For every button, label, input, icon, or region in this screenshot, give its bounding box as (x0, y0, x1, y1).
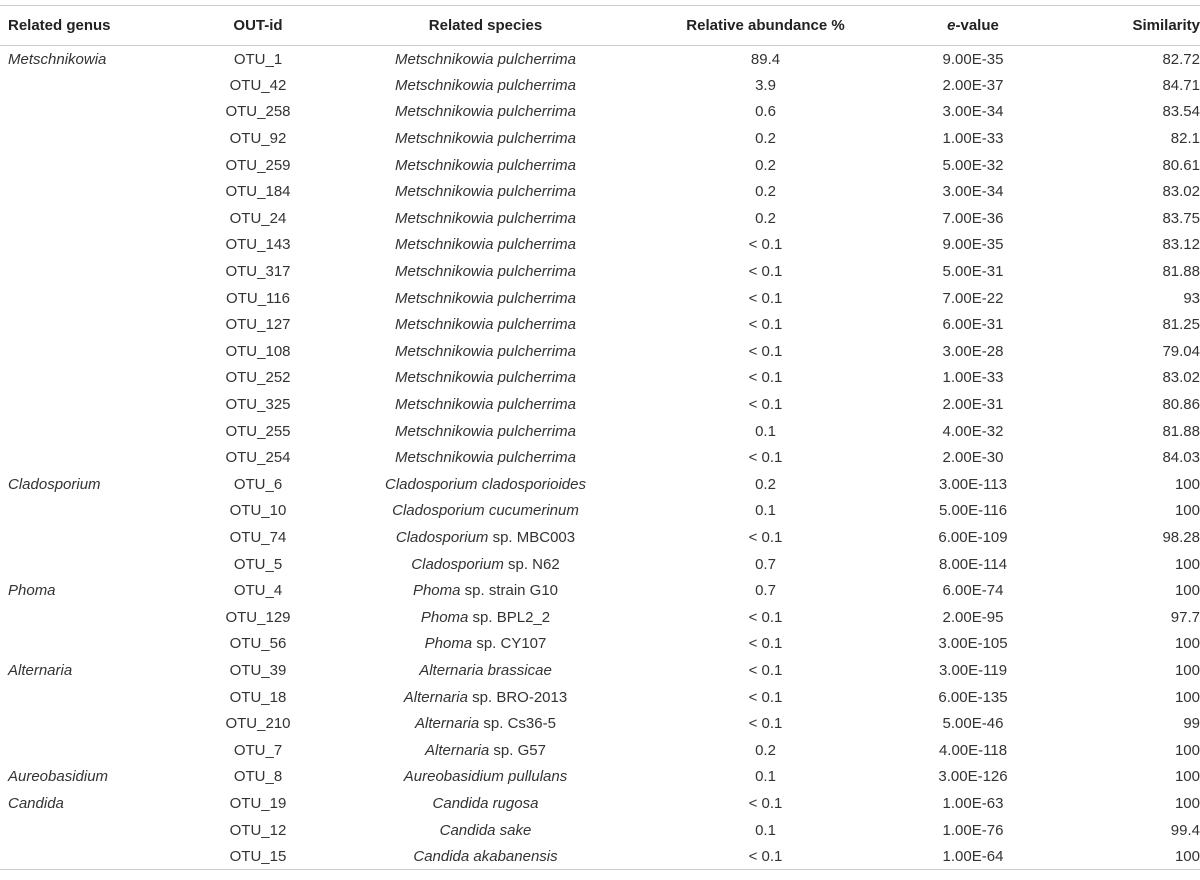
cell-related-species (308, 657, 663, 684)
cell-related-genus (0, 710, 208, 737)
cell-related-species (308, 631, 663, 658)
cell-related-species (308, 444, 663, 471)
cell-e-value: 1.00E-64 (868, 843, 1078, 870)
cell-relative-abundance: < 0.1 (748, 688, 783, 706)
cell-similarity: 79.04 (1162, 342, 1200, 360)
cell-e-value: 3.00E-34 (942, 183, 1004, 201)
species-name-italic: Metschnikowia pulcherrima (395, 236, 576, 254)
table-row (0, 444, 1200, 471)
table-header (0, 6, 1200, 46)
species-name-italic: Metschnikowia pulcherrima (395, 369, 576, 387)
cell-otu-id: OTU_184 (225, 183, 291, 201)
cell-related-genus (0, 311, 208, 338)
cell-related-species (308, 710, 663, 737)
cell-related-species (308, 365, 663, 392)
cell-related-genus (0, 631, 208, 658)
table-row (0, 790, 1200, 817)
species-name-italic: Cladosporium (411, 555, 504, 573)
cell-related-species (308, 152, 663, 179)
cell-similarity: 99 (1183, 715, 1200, 733)
cell-e-value: 5.00E-32 (942, 156, 1004, 174)
cell-otu-id: OTU_19 (229, 794, 287, 812)
cell-relative-abundance: 3.9 (755, 76, 776, 94)
cell-e-value: 5.00E-116 (938, 502, 1008, 520)
table-row (0, 551, 1200, 578)
cell-related-species (308, 843, 663, 870)
cell-e-value: 6.00E-109 (938, 528, 1008, 546)
cell-similarity: 83.12 (1162, 236, 1200, 254)
cell-otu-id: OTU_92 (229, 130, 287, 148)
cell-relative-abundance: 0.7 (755, 555, 776, 573)
cell-related-species (308, 391, 663, 418)
cell-otu-id: OTU_39 (229, 661, 287, 679)
cell-related-genus (0, 152, 208, 179)
cell-similarity: 93 (1183, 289, 1200, 307)
cell-related-genus (0, 99, 208, 126)
cell-related-species (308, 551, 663, 578)
cell-related-genus: Phoma (8, 582, 56, 600)
cell-similarity: 100 (1174, 661, 1200, 679)
cell-e-value: 7.00E-36 (942, 209, 1004, 227)
table-row (0, 258, 1200, 285)
cell-related-species (308, 285, 663, 312)
table-row (0, 72, 1200, 99)
cell-relative-abundance: < 0.1 (748, 342, 783, 360)
table-row (0, 418, 1200, 445)
cell-otu-id: OTU_116 (226, 289, 290, 307)
cell-otu-id: OTU_254 (225, 449, 291, 467)
cell-relative-abundance: 0.2 (755, 475, 776, 493)
species-name-italic: Candida akabanensis (413, 847, 558, 865)
cell-related-genus (0, 418, 208, 445)
cell-related-species (308, 764, 663, 791)
cell-otu-id: OTU_42 (229, 76, 287, 94)
table-row (0, 365, 1200, 392)
cell-relative-abundance: 0.2 (755, 209, 776, 227)
cell-relative-abundance: < 0.1 (748, 289, 783, 307)
species-name-italic: Aureobasidium pullulans (403, 768, 568, 786)
cell-related-species (308, 258, 663, 285)
cell-e-value: 1.00E-63 (942, 794, 1004, 812)
cell-relative-abundance: < 0.1 (748, 635, 783, 653)
cell-e-value: 6.00E-135 (938, 688, 1008, 706)
otu-table-container (0, 5, 1200, 870)
cell-similarity: 100 (1174, 794, 1200, 812)
cell-related-species (308, 471, 663, 498)
cell-similarity: 99.4 (1170, 821, 1200, 839)
cell-otu-id: OTU_325 (225, 396, 291, 414)
table-row (0, 311, 1200, 338)
species-name-italic: Metschnikowia pulcherrima (395, 130, 576, 148)
table-row (0, 577, 1200, 604)
species-name-italic: Phoma (420, 608, 469, 626)
cell-e-value: 1.00E-33 (942, 369, 1004, 387)
cell-related-genus (0, 232, 208, 259)
cell-similarity: 83.75 (1162, 209, 1200, 227)
cell-e-value: 1.00E-76 (942, 821, 1004, 839)
cell-related-genus: Candida (8, 794, 64, 812)
cell-otu-id: OTU_56 (229, 635, 287, 653)
cell-relative-abundance: 0.2 (755, 130, 776, 148)
cell-otu-id: OTU_15 (208, 843, 308, 870)
table-row (0, 737, 1200, 764)
cell-otu-id: OTU_6 (233, 475, 283, 493)
cell-related-species (308, 790, 663, 817)
table-row (0, 152, 1200, 179)
cell-related-genus (0, 285, 208, 312)
cell-similarity: 100 (1174, 475, 1200, 493)
cell-e-value: 3.00E-105 (938, 635, 1008, 653)
cell-otu-id: OTU_10 (229, 502, 287, 520)
cell-e-value: 4.00E-118 (938, 741, 1008, 759)
cell-related-species (308, 684, 663, 711)
cell-otu-id: OTU_127 (225, 316, 291, 334)
cell-otu-id: OTU_4 (233, 582, 283, 600)
cell-related-genus (0, 338, 208, 365)
species-name-suffix: sp. BPL2_2 (468, 608, 551, 626)
cell-related-species (308, 311, 663, 338)
cell-otu-id: OTU_1 (233, 50, 283, 68)
species-name-italic: Cladosporium (395, 528, 489, 546)
cell-otu-id: OTU_317 (225, 263, 291, 281)
cell-relative-abundance: 0.2 (755, 741, 776, 759)
cell-related-species (308, 498, 663, 525)
cell-relative-abundance: < 0.1 (748, 794, 783, 812)
cell-related-genus (0, 72, 208, 99)
cell-relative-abundance: 0.1 (755, 821, 776, 839)
table-row (0, 46, 1200, 73)
cell-related-genus (0, 843, 208, 870)
cell-relative-abundance: 0.7 (755, 582, 776, 600)
cell-similarity: 100 (1174, 741, 1200, 759)
cell-relative-abundance: 0.6 (755, 103, 776, 121)
cell-similarity: 100 (1174, 635, 1200, 653)
cell-related-genus: Aureobasidium (8, 768, 109, 786)
cell-e-value: 5.00E-46 (942, 715, 1004, 733)
cell-related-genus (0, 125, 208, 152)
species-name-italic: Alternaria (403, 688, 468, 706)
cell-relative-abundance: < 0.1 (748, 369, 783, 387)
cell-e-value: 3.00E-113 (938, 475, 1008, 493)
cell-relative-abundance: 0.1 (755, 502, 776, 520)
cell-similarity: 84.03 (1162, 449, 1200, 467)
cell-similarity: 81.88 (1162, 422, 1200, 440)
species-name-italic: Metschnikowia pulcherrima (395, 103, 576, 121)
cell-related-species (308, 604, 663, 631)
cell-similarity: 83.02 (1162, 369, 1200, 387)
cell-e-value: 2.00E-37 (942, 76, 1004, 94)
cell-relative-abundance: < 0.1 (748, 396, 783, 414)
species-name-italic: Alternaria (415, 715, 480, 733)
cell-otu-id: OTU_259 (225, 156, 291, 174)
header-e-value-suffix: -value (955, 17, 999, 34)
table-row (0, 684, 1200, 711)
table-row (0, 338, 1200, 365)
cell-otu-id: OTU_8 (233, 768, 283, 786)
table-row (0, 125, 1200, 152)
cell-similarity: 82.72 (1162, 50, 1200, 68)
cell-similarity: 83.02 (1162, 183, 1200, 201)
cell-similarity: 83.54 (1162, 103, 1200, 121)
cell-related-genus: Alternaria (8, 661, 73, 679)
table-body (0, 46, 1200, 870)
table-row (0, 471, 1200, 498)
cell-similarity: 100 (1174, 768, 1200, 786)
species-name-italic: Candida rugosa (432, 794, 539, 812)
species-name-italic: Metschnikowia pulcherrima (395, 449, 576, 467)
species-name-italic: Phoma (424, 635, 473, 653)
cell-relative-abundance: < 0.1 (748, 528, 783, 546)
header-related-genus: Related genus (0, 6, 208, 46)
table-row (0, 232, 1200, 259)
cell-e-value: 4.00E-32 (942, 422, 1004, 440)
cell-e-value: 3.00E-119 (938, 661, 1008, 679)
cell-related-genus (0, 205, 208, 232)
cell-e-value: 2.00E-30 (942, 449, 1004, 467)
cell-e-value: 2.00E-31 (942, 396, 1004, 414)
species-name-suffix: sp. BRO-2013 (467, 688, 568, 706)
cell-e-value: 7.00E-22 (942, 289, 1004, 307)
cell-related-species (308, 817, 663, 844)
cell-related-species (308, 232, 663, 259)
header-row (0, 6, 1200, 46)
species-name-italic: Metschnikowia pulcherrima (395, 209, 576, 227)
cell-related-species (308, 178, 663, 205)
cell-related-genus (0, 391, 208, 418)
cell-relative-abundance: < 0.1 (748, 236, 783, 254)
cell-e-value: 1.00E-33 (942, 130, 1004, 148)
table-row (0, 817, 1200, 844)
table-row (0, 205, 1200, 232)
cell-related-genus (0, 817, 208, 844)
table-row (0, 391, 1200, 418)
species-name-italic: Phoma (412, 582, 461, 600)
cell-similarity: 100 (1174, 582, 1200, 600)
species-name-italic: Alternaria brassicae (419, 661, 552, 679)
species-name-italic: Metschnikowia pulcherrima (395, 50, 576, 68)
species-name-suffix: sp. N62 (503, 555, 560, 573)
table-row (0, 99, 1200, 126)
cell-similarity: 100 (1174, 555, 1200, 573)
table-row (0, 285, 1200, 312)
cell-otu-id: OTU_12 (229, 821, 287, 839)
cell-otu-id: OTU_24 (229, 209, 287, 227)
cell-related-genus: Cladosporium (8, 475, 101, 493)
cell-otu-id: OTU_5 (233, 555, 283, 573)
cell-e-value: 5.00E-31 (942, 263, 1004, 281)
species-name-italic: Alternaria (425, 741, 490, 759)
cell-similarity: 81.88 (1162, 263, 1200, 281)
cell-otu-id: OTU_258 (225, 103, 291, 121)
cell-related-species (308, 524, 663, 551)
cell-relative-abundance: 0.2 (755, 156, 776, 174)
cell-otu-id: OTU_74 (229, 528, 287, 546)
header-related-species: Related species (308, 6, 663, 46)
cell-related-species (308, 205, 663, 232)
species-name-suffix: sp. CY107 (472, 635, 547, 653)
cell-related-species (308, 737, 663, 764)
species-name-italic: Metschnikowia pulcherrima (395, 316, 576, 334)
species-name-italic: Metschnikowia pulcherrima (395, 156, 576, 174)
cell-otu-id: OTU_7 (233, 741, 283, 759)
header-e-value-prefix: e (947, 17, 956, 34)
cell-e-value: 3.00E-28 (942, 342, 1004, 360)
cell-relative-abundance: < 0.1 (748, 661, 783, 679)
header-similarity: Similarity (1078, 6, 1200, 46)
header-relative-abundance: Relative abundance % (663, 6, 868, 46)
cell-e-value: 9.00E-35 (942, 50, 1004, 68)
cell-related-genus (0, 498, 208, 525)
cell-relative-abundance: < 0.1 (748, 715, 783, 733)
cell-e-value: 3.00E-34 (942, 103, 1004, 121)
table-row (0, 178, 1200, 205)
table-row (0, 604, 1200, 631)
cell-related-genus (0, 737, 208, 764)
cell-e-value: 6.00E-31 (942, 316, 1004, 334)
cell-otu-id: OTU_252 (225, 369, 291, 387)
cell-related-genus (0, 178, 208, 205)
cell-related-species (308, 418, 663, 445)
cell-similarity: 100 (1174, 502, 1200, 520)
cell-similarity: 80.61 (1162, 156, 1200, 174)
cell-relative-abundance: < 0.1 (663, 843, 868, 870)
table-row (0, 764, 1200, 791)
cell-related-genus (0, 258, 208, 285)
table-row (0, 631, 1200, 658)
otu-table (0, 5, 1200, 870)
species-name-suffix: sp. Cs36-5 (479, 715, 556, 733)
cell-e-value: 2.00E-95 (942, 608, 1004, 626)
table-row (0, 843, 1200, 870)
cell-relative-abundance: 0.1 (755, 768, 776, 786)
cell-e-value: 3.00E-126 (938, 768, 1008, 786)
species-name-italic: Cladosporium cladosporioides (385, 475, 586, 493)
cell-related-species (308, 338, 663, 365)
cell-relative-abundance: 89.4 (750, 50, 781, 68)
cell-relative-abundance: < 0.1 (748, 316, 783, 334)
table-row (0, 498, 1200, 525)
species-name-italic: Metschnikowia pulcherrima (395, 263, 576, 281)
cell-similarity: 98.28 (1162, 528, 1200, 546)
cell-similarity: 100 (1174, 688, 1200, 706)
header-e-value (868, 6, 1078, 46)
cell-e-value: 9.00E-35 (942, 236, 1004, 254)
cell-similarity: 82.1 (1170, 130, 1200, 148)
cell-related-genus (0, 551, 208, 578)
cell-similarity: 97.7 (1170, 608, 1200, 626)
cell-similarity: 100 (1078, 843, 1200, 870)
species-name-italic: Cladosporium cucumerinum (392, 502, 579, 520)
cell-otu-id: OTU_108 (225, 342, 291, 360)
cell-relative-abundance: < 0.1 (748, 449, 783, 467)
table-row (0, 524, 1200, 551)
cell-related-genus (0, 604, 208, 631)
species-name-suffix: sp. strain G10 (460, 582, 559, 600)
cell-related-genus: Metschnikowia (8, 50, 107, 68)
cell-related-genus (0, 444, 208, 471)
cell-relative-abundance: < 0.1 (748, 263, 783, 281)
header-otu-id: OUT-id (208, 6, 308, 46)
species-name-italic: Candida sake (439, 821, 532, 839)
cell-similarity: 81.25 (1162, 316, 1200, 334)
cell-otu-id: OTU_129 (225, 608, 291, 626)
cell-similarity: 80.86 (1162, 396, 1200, 414)
cell-otu-id: OTU_255 (225, 422, 291, 440)
species-name-italic: Metschnikowia pulcherrima (395, 76, 576, 94)
cell-otu-id: OTU_210 (225, 715, 291, 733)
species-name-suffix: sp. G57 (489, 741, 546, 759)
cell-related-species (308, 99, 663, 126)
species-name-italic: Metschnikowia pulcherrima (395, 396, 576, 414)
cell-e-value: 8.00E-114 (938, 555, 1008, 573)
species-name-italic: Metschnikowia pulcherrima (395, 289, 576, 307)
cell-related-genus (0, 684, 208, 711)
cell-related-genus (0, 524, 208, 551)
cell-relative-abundance: 0.2 (755, 183, 776, 201)
cell-related-species (308, 125, 663, 152)
cell-otu-id: OTU_143 (225, 236, 291, 254)
cell-related-species (308, 577, 663, 604)
cell-otu-id: OTU_18 (229, 688, 287, 706)
table-row (0, 710, 1200, 737)
species-name-italic: Metschnikowia pulcherrima (395, 422, 576, 440)
cell-e-value: 6.00E-74 (942, 582, 1004, 600)
cell-relative-abundance: < 0.1 (748, 608, 783, 626)
cell-similarity: 84.71 (1162, 76, 1200, 94)
cell-related-genus (0, 365, 208, 392)
cell-relative-abundance: 0.1 (755, 422, 776, 440)
species-name-italic: Metschnikowia pulcherrima (395, 342, 576, 360)
species-name-suffix: sp. MBC003 (488, 528, 576, 546)
species-name-italic: Metschnikowia pulcherrima (395, 183, 576, 201)
cell-related-species (308, 46, 663, 73)
table-row (0, 657, 1200, 684)
cell-related-species (308, 72, 663, 99)
